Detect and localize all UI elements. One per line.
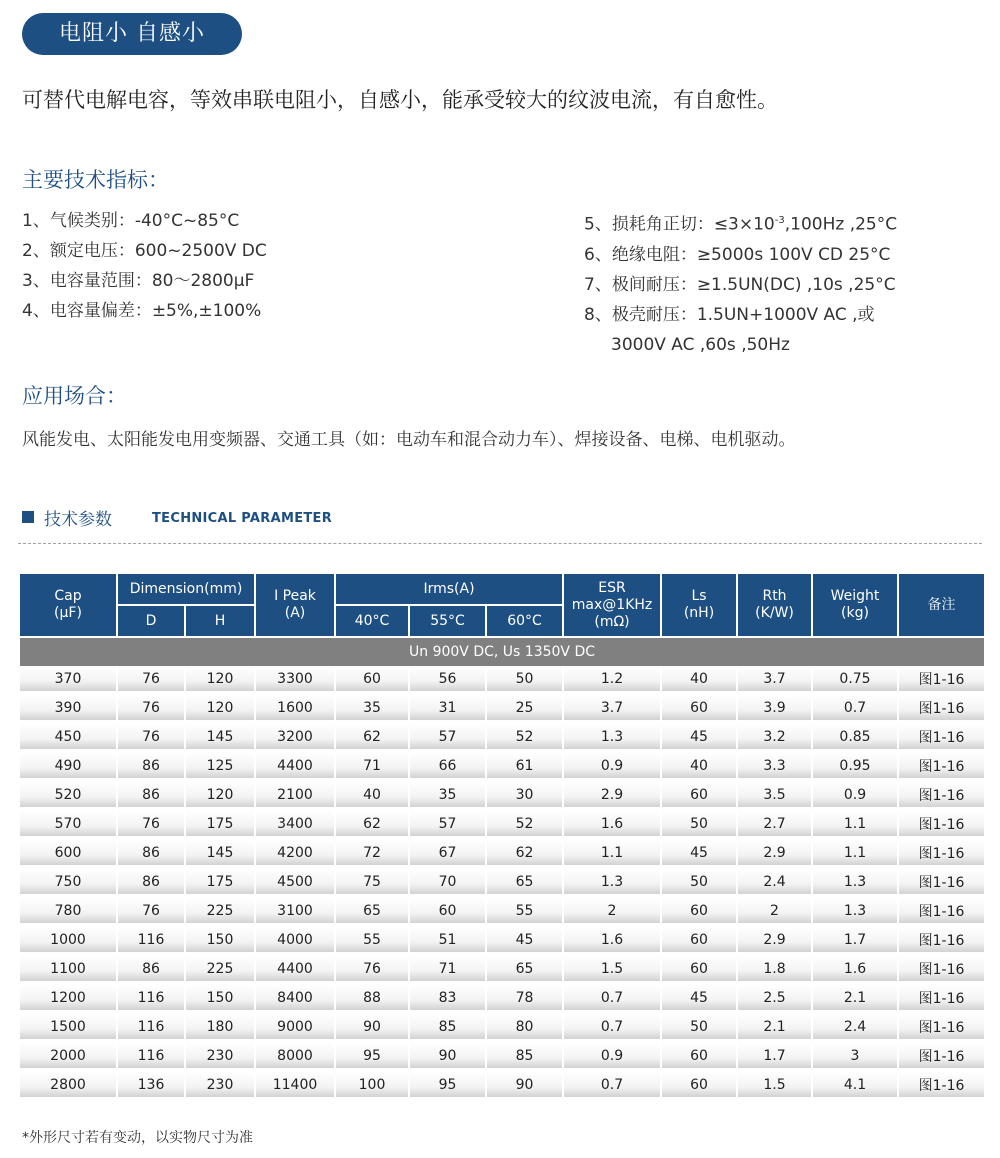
table-cell: 2.9 xyxy=(737,838,812,867)
table-cell: 31 xyxy=(409,693,486,722)
table-cell: 86 xyxy=(117,867,185,896)
table-row xyxy=(19,1070,985,1099)
table-cell: 52 xyxy=(486,809,563,838)
table-cell: 45 xyxy=(486,925,563,954)
table-cell: 136 xyxy=(117,1070,185,1099)
table-cell: 83 xyxy=(409,983,486,1012)
table-cell: 3.7 xyxy=(737,666,812,693)
spec-item-3: 3、电容量范围：80～2800μF xyxy=(22,271,255,291)
table-cell: 0.9 xyxy=(563,1041,661,1070)
table-cell: 125 xyxy=(185,751,255,780)
table-cell: 60 xyxy=(661,693,737,722)
table-cell: 225 xyxy=(185,896,255,925)
table-cell: 570 xyxy=(19,809,117,838)
table-cell: 图1-16 xyxy=(898,838,985,867)
section-square-icon xyxy=(22,511,34,523)
table-cell: 57 xyxy=(409,809,486,838)
spec-item-1: 1、气候类别：-40°C~85°C xyxy=(22,211,240,231)
specs-left-list xyxy=(22,206,267,326)
table-cell: 60 xyxy=(661,925,737,954)
table-cell: 78 xyxy=(486,983,563,1012)
table-cell: 150 xyxy=(185,925,255,954)
table-cell: 780 xyxy=(19,896,117,925)
table-cell: 图1-16 xyxy=(898,780,985,809)
spec-item-8: 8、极壳耐压：1.5UN+1000V AC ,或 xyxy=(584,304,875,325)
table-cell: 0.7 xyxy=(563,1070,661,1099)
table-cell: 100 xyxy=(335,1070,409,1099)
table-cell: 52 xyxy=(486,722,563,751)
table-cell: 80 xyxy=(486,1012,563,1041)
table-cell: 2.1 xyxy=(812,983,898,1012)
table-cell: 450 xyxy=(19,722,117,751)
table-cell: 490 xyxy=(19,751,117,780)
applications-text: 风能发电、太阳能发电用变频器、交通工具（如：电动车和混合动力车）、焊接设备、电梯、电机驱动。 xyxy=(22,430,796,450)
spec-item-5-tail: ,100Hz ,25°C xyxy=(784,214,898,235)
table-cell: 0.9 xyxy=(563,751,661,780)
table-cell: 3400 xyxy=(255,809,335,838)
table-cell: 图1-16 xyxy=(898,983,985,1012)
table-cell: 1100 xyxy=(19,954,117,983)
table-cell: 66 xyxy=(409,751,486,780)
spec-item-5 xyxy=(584,206,897,240)
table-row xyxy=(19,722,985,751)
table-cell: 4400 xyxy=(255,751,335,780)
table-cell: 72 xyxy=(335,838,409,867)
table-cell: 30 xyxy=(486,780,563,809)
spec-item-5-exponent: -3 xyxy=(774,215,785,226)
table-cell: 175 xyxy=(185,809,255,838)
table-cell: 1.1 xyxy=(563,838,661,867)
table-row xyxy=(19,867,985,896)
table-cell: 61 xyxy=(486,751,563,780)
table-cell: 3 xyxy=(812,1041,898,1070)
table-cell: 2800 xyxy=(19,1070,117,1099)
table-row xyxy=(19,809,985,838)
table-cell: 35 xyxy=(335,693,409,722)
table-row xyxy=(19,751,985,780)
table-cell: 76 xyxy=(117,693,185,722)
tech-param-title-en: TECHNICAL PARAMETER xyxy=(152,511,333,526)
table-cell: 8000 xyxy=(255,1041,335,1070)
table-cell: 57 xyxy=(409,722,486,751)
table-cell: 0.7 xyxy=(563,1012,661,1041)
table-cell: 3200 xyxy=(255,722,335,751)
parameter-table xyxy=(18,572,986,1101)
table-cell: 71 xyxy=(409,954,486,983)
table-cell: 90 xyxy=(335,1012,409,1041)
table-cell: 45 xyxy=(661,722,737,751)
dashed-divider xyxy=(18,543,982,544)
table-row xyxy=(19,983,985,1012)
table-row xyxy=(19,925,985,954)
table-cell: 图1-16 xyxy=(898,896,985,925)
table-row xyxy=(19,666,985,693)
col-header-dimension: Dimension(mm) xyxy=(117,573,255,605)
spec-item-8-continued: 3000V AC ,60s ,50Hz xyxy=(611,334,790,355)
col-header-esr: ESR max@1KHz (mΩ) xyxy=(563,573,661,637)
table-cell: 0.7 xyxy=(812,693,898,722)
table-cell: 3300 xyxy=(255,666,335,693)
table-cell: 1.8 xyxy=(737,954,812,983)
table-cell: 50 xyxy=(661,809,737,838)
table-cell: 116 xyxy=(117,925,185,954)
table-cell: 145 xyxy=(185,722,255,751)
table-cell: 120 xyxy=(185,780,255,809)
table-cell: 51 xyxy=(409,925,486,954)
table-cell: 1.3 xyxy=(563,722,661,751)
table-cell: 45 xyxy=(661,838,737,867)
table-cell: 2.9 xyxy=(737,925,812,954)
spec-item-7: 7、极间耐压：≥1.5UN(DC) ,10s ,25°C xyxy=(584,274,896,295)
table-cell: 2000 xyxy=(19,1041,117,1070)
intro-text: 可替代电解电容，等效串联电阻小，自感小，能承受较大的纹波电流，有自愈性。 xyxy=(22,88,778,112)
table-cell: 65 xyxy=(486,867,563,896)
table-cell: 50 xyxy=(661,867,737,896)
table-cell: 3.7 xyxy=(563,693,661,722)
table-row xyxy=(19,780,985,809)
col-header-h: H xyxy=(185,605,255,637)
table-cell: 图1-16 xyxy=(898,666,985,693)
table-cell: 116 xyxy=(117,1041,185,1070)
table-cell: 71 xyxy=(335,751,409,780)
table-cell: 60 xyxy=(661,1041,737,1070)
table-cell: 0.85 xyxy=(812,722,898,751)
table-cell: 370 xyxy=(19,666,117,693)
table-cell: 62 xyxy=(335,722,409,751)
table-cell: 180 xyxy=(185,1012,255,1041)
table-cell: 1.3 xyxy=(812,896,898,925)
table-cell: 1.7 xyxy=(812,925,898,954)
table-row xyxy=(19,1041,985,1070)
col-header-weight: Weight (kg) xyxy=(812,573,898,637)
table-cell: 4200 xyxy=(255,838,335,867)
table-cell: 76 xyxy=(335,954,409,983)
table-cell: 750 xyxy=(19,867,117,896)
table-cell: 2.4 xyxy=(812,1012,898,1041)
table-cell: 图1-16 xyxy=(898,1041,985,1070)
table-cell: 1.3 xyxy=(563,867,661,896)
table-cell: 90 xyxy=(409,1041,486,1070)
table-cell: 60 xyxy=(661,780,737,809)
table-cell: 86 xyxy=(117,954,185,983)
spec-item-4: 4、电容量偏差：±5%,±100% xyxy=(22,301,262,321)
table-cell: 图1-16 xyxy=(898,954,985,983)
table-row xyxy=(19,954,985,983)
table-cell: 70 xyxy=(409,867,486,896)
table-cell: 116 xyxy=(117,983,185,1012)
table-cell: 75 xyxy=(335,867,409,896)
table-cell: 76 xyxy=(117,896,185,925)
table-cell: 62 xyxy=(486,838,563,867)
col-header-cap: Cap (μF) xyxy=(19,573,117,637)
table-cell: 90 xyxy=(486,1070,563,1099)
table-cell: 60 xyxy=(661,1070,737,1099)
table-cell: 45 xyxy=(661,983,737,1012)
table-row xyxy=(19,838,985,867)
table-cell: 3.9 xyxy=(737,693,812,722)
table-cell: 2.1 xyxy=(737,1012,812,1041)
table-cell: 4400 xyxy=(255,954,335,983)
table-cell: 65 xyxy=(335,896,409,925)
table-cell: 230 xyxy=(185,1070,255,1099)
table-cell: 95 xyxy=(409,1070,486,1099)
table-cell: 2 xyxy=(563,896,661,925)
spec-item-6: 6、绝缘电阻：≥5000s 100V CD 25°C xyxy=(584,244,891,265)
table-cell: 225 xyxy=(185,954,255,983)
table-cell: 40 xyxy=(335,780,409,809)
table-cell: 9000 xyxy=(255,1012,335,1041)
col-header-ls: Ls (nH) xyxy=(661,573,737,637)
table-cell: 120 xyxy=(185,693,255,722)
table-cell: 40 xyxy=(661,751,737,780)
table-cell: 1.6 xyxy=(563,925,661,954)
table-cell: 56 xyxy=(409,666,486,693)
spec-item-5-main: 5、损耗角正切：≤3×10 xyxy=(584,214,775,235)
table-cell: 2.9 xyxy=(563,780,661,809)
table-cell: 40 xyxy=(661,666,737,693)
table-cell: 1.2 xyxy=(563,666,661,693)
table-cell: 120 xyxy=(185,666,255,693)
table-cell: 图1-16 xyxy=(898,809,985,838)
table-cell: 1.1 xyxy=(812,838,898,867)
table-cell: 86 xyxy=(117,751,185,780)
table-cell: 76 xyxy=(117,809,185,838)
table-cell: 1600 xyxy=(255,693,335,722)
table-cell: 图1-16 xyxy=(898,925,985,954)
table-cell: 390 xyxy=(19,693,117,722)
table-cell: 8400 xyxy=(255,983,335,1012)
table-cell: 3100 xyxy=(255,896,335,925)
table-cell: 3.3 xyxy=(737,751,812,780)
table-cell: 175 xyxy=(185,867,255,896)
specs-right-list xyxy=(584,206,897,360)
table-cell: 2 xyxy=(737,896,812,925)
table-cell: 1.5 xyxy=(737,1070,812,1099)
col-header-d: D xyxy=(117,605,185,637)
spec-item-2: 2、额定电压：600~2500V DC xyxy=(22,241,267,261)
table-cell: 60 xyxy=(335,666,409,693)
table-cell: 150 xyxy=(185,983,255,1012)
table-cell: 88 xyxy=(335,983,409,1012)
table-cell: 65 xyxy=(486,954,563,983)
table-row xyxy=(19,896,985,925)
table-cell: 25 xyxy=(486,693,563,722)
col-header-rth: Rth (K/W) xyxy=(737,573,812,637)
section-pill-title: 电阻小 自感小 xyxy=(22,13,242,55)
table-cell: 0.75 xyxy=(812,666,898,693)
table-cell: 67 xyxy=(409,838,486,867)
table-cell: 60 xyxy=(661,954,737,983)
table-cell: 图1-16 xyxy=(898,693,985,722)
table-cell: 50 xyxy=(486,666,563,693)
col-header-40c: 40°C xyxy=(335,605,409,637)
table-cell: 2.7 xyxy=(737,809,812,838)
col-header-irms: Irms(A) xyxy=(335,573,563,605)
table-cell: 50 xyxy=(661,1012,737,1041)
table-cell: 0.95 xyxy=(812,751,898,780)
table-cell: 4.1 xyxy=(812,1070,898,1099)
table-cell: 0.9 xyxy=(812,780,898,809)
col-header-60c: 60°C xyxy=(486,605,563,637)
tech-param-title-cn: 技术参数 xyxy=(44,510,112,530)
table-cell: 1.1 xyxy=(812,809,898,838)
table-cell: 4500 xyxy=(255,867,335,896)
applications-heading: 应用场合： xyxy=(22,384,127,408)
table-cell: 图1-16 xyxy=(898,867,985,896)
table-cell: 图1-16 xyxy=(898,722,985,751)
table-row xyxy=(19,693,985,722)
table-cell: 1500 xyxy=(19,1012,117,1041)
table-cell: 1.3 xyxy=(812,867,898,896)
table-row xyxy=(19,1012,985,1041)
col-header-55c: 55°C xyxy=(409,605,486,637)
table-cell: 55 xyxy=(335,925,409,954)
table-cell: 600 xyxy=(19,838,117,867)
table-cell: 1.6 xyxy=(563,809,661,838)
table-cell: 85 xyxy=(409,1012,486,1041)
table-cell: 76 xyxy=(117,666,185,693)
table-cell: 85 xyxy=(486,1041,563,1070)
voltage-group-row: Un 900V DC, Us 1350V DC xyxy=(19,637,985,666)
table-cell: 1200 xyxy=(19,983,117,1012)
table-cell: 76 xyxy=(117,722,185,751)
table-cell: 145 xyxy=(185,838,255,867)
table-cell: 2.4 xyxy=(737,867,812,896)
footnote: *外形尺寸若有变动，以实物尺寸为准 xyxy=(22,1130,253,1146)
table-cell: 2100 xyxy=(255,780,335,809)
table-cell: 95 xyxy=(335,1041,409,1070)
col-header-ipeak: I Peak (A) xyxy=(255,573,335,637)
table-cell: 3.5 xyxy=(737,780,812,809)
table-cell: 35 xyxy=(409,780,486,809)
specs-heading: 主要技术指标： xyxy=(22,168,169,192)
table-cell: 4000 xyxy=(255,925,335,954)
table-cell: 0.7 xyxy=(563,983,661,1012)
table-cell: 55 xyxy=(486,896,563,925)
table-cell: 1.7 xyxy=(737,1041,812,1070)
table-cell: 62 xyxy=(335,809,409,838)
table-cell: 3.2 xyxy=(737,722,812,751)
table-cell: 520 xyxy=(19,780,117,809)
table-cell: 1.5 xyxy=(563,954,661,983)
table-cell: 86 xyxy=(117,838,185,867)
col-header-note: 备注 xyxy=(898,573,985,637)
table-cell: 116 xyxy=(117,1012,185,1041)
table-cell: 1.6 xyxy=(812,954,898,983)
table-cell: 86 xyxy=(117,780,185,809)
table-cell: 图1-16 xyxy=(898,1012,985,1041)
table-cell: 60 xyxy=(409,896,486,925)
table-cell: 图1-16 xyxy=(898,751,985,780)
table-cell: 60 xyxy=(661,896,737,925)
table-cell: 230 xyxy=(185,1041,255,1070)
table-cell: 11400 xyxy=(255,1070,335,1099)
table-cell: 图1-16 xyxy=(898,1070,985,1099)
table-cell: 2.5 xyxy=(737,983,812,1012)
table-cell: 1000 xyxy=(19,925,117,954)
